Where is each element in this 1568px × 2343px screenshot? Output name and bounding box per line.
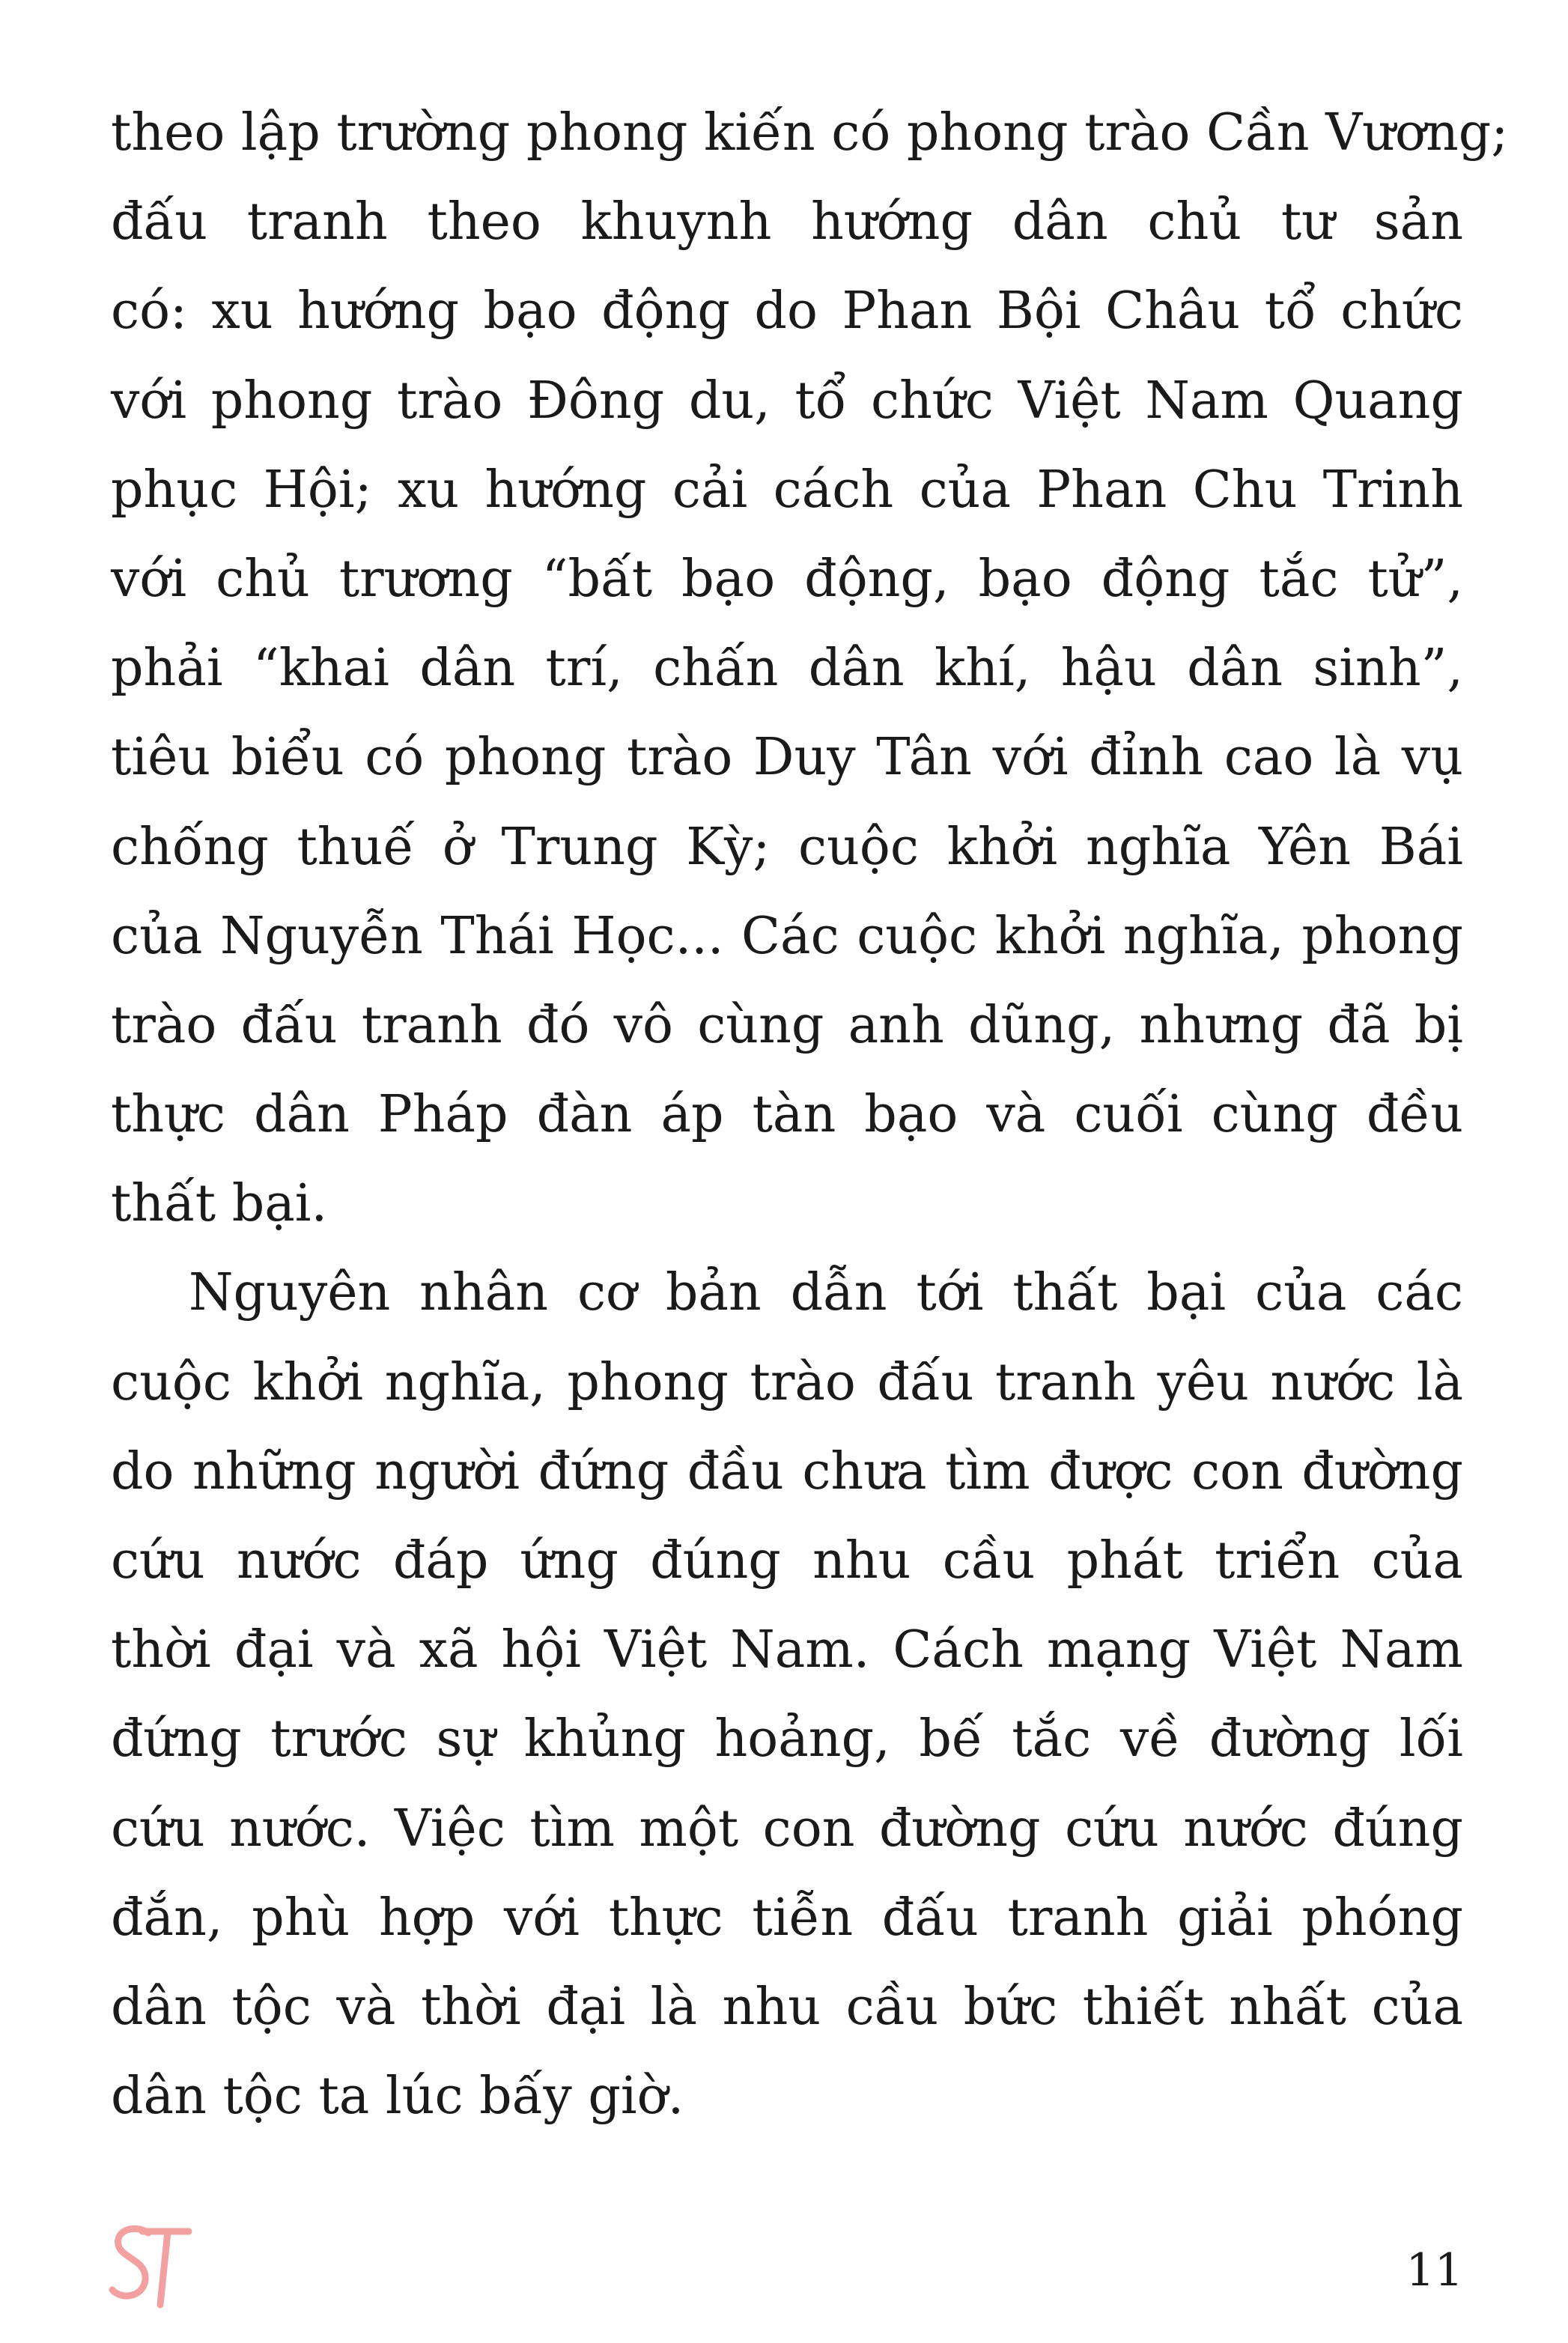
paragraph-1-line: có: xu hướng bạo động do Phan Bội Châu tổ chức xyxy=(111,282,1463,341)
paragraph-2-line: cứu nước. Việc tìm một con đường cứu nước đúng xyxy=(111,1799,1463,1859)
body-text xyxy=(111,88,1509,2141)
paragraph-1-line: phục Hội; xu hướng cải cách của Phan Chu Trinh xyxy=(111,460,1463,520)
paragraph-2-line: đứng trước sự khủng hoảng, bế tắc về đường lối xyxy=(111,1710,1463,1769)
paragraph-1-line: theo lập trường phong kiến có phong trào Cần Vương; xyxy=(111,103,1509,162)
paragraph-2-line: dân tộc ta lúc bấy giờ. xyxy=(111,2067,684,2127)
paragraph-2-line: thời đại và xã hội Việt Nam. Cách mạng Việt Nam xyxy=(111,1620,1463,1680)
paragraph-1-line: phải “khai dân trí, chấn dân khí, hậu dân sinh”, xyxy=(111,639,1463,699)
publisher-logo-icon xyxy=(105,2216,195,2314)
paragraph-2-line: cuộc khởi nghĩa, phong trào đấu tranh yêu nước là xyxy=(111,1352,1463,1412)
paragraph-1-line: thực dân Pháp đàn áp tàn bạo và cuối cùng đều xyxy=(111,1085,1463,1145)
paragraph-2-line: đắn, phù hợp với thực tiễn đấu tranh giải phóng xyxy=(111,1888,1463,1948)
paragraph-1-line: với phong trào Đông du, tổ chức Việt Nam Quang xyxy=(111,371,1463,431)
paragraph-1-line: trào đấu tranh đó vô cùng anh dũng, nhưng đã bị xyxy=(111,995,1463,1055)
paragraph-2-line: Nguyên nhân cơ bản dẫn tới thất bại của các xyxy=(189,1263,1463,1323)
paragraph-1-line: của Nguyễn Thái Học... Các cuộc khởi nghĩa, phong xyxy=(111,906,1463,966)
paragraph-2-line: dân tộc và thời đại là nhu cầu bức thiết nhất của xyxy=(111,1977,1463,2037)
paragraph-1-line: chống thuế ở Trung Kỳ; cuộc khởi nghĩa Yên Bái xyxy=(111,817,1463,877)
paragraph-1-line: đấu tranh theo khuynh hướng dân chủ tư sản xyxy=(111,192,1463,252)
paragraph-1-line: thất bại. xyxy=(111,1174,328,1234)
paragraph-2-line: cứu nước đáp ứng đúng nhu cầu phát triển của xyxy=(111,1531,1463,1590)
paragraph-2-line: do những người đứng đầu chưa tìm được con đường xyxy=(111,1441,1463,1501)
paragraph-1-line: với chủ trương “bất bạo động, bạo động tắc tử”, xyxy=(111,549,1463,609)
page-number: 11 xyxy=(1406,2244,1463,2297)
paragraph-1-line: tiêu biểu có phong trào Duy Tân với đỉnh cao là vụ xyxy=(111,728,1463,788)
